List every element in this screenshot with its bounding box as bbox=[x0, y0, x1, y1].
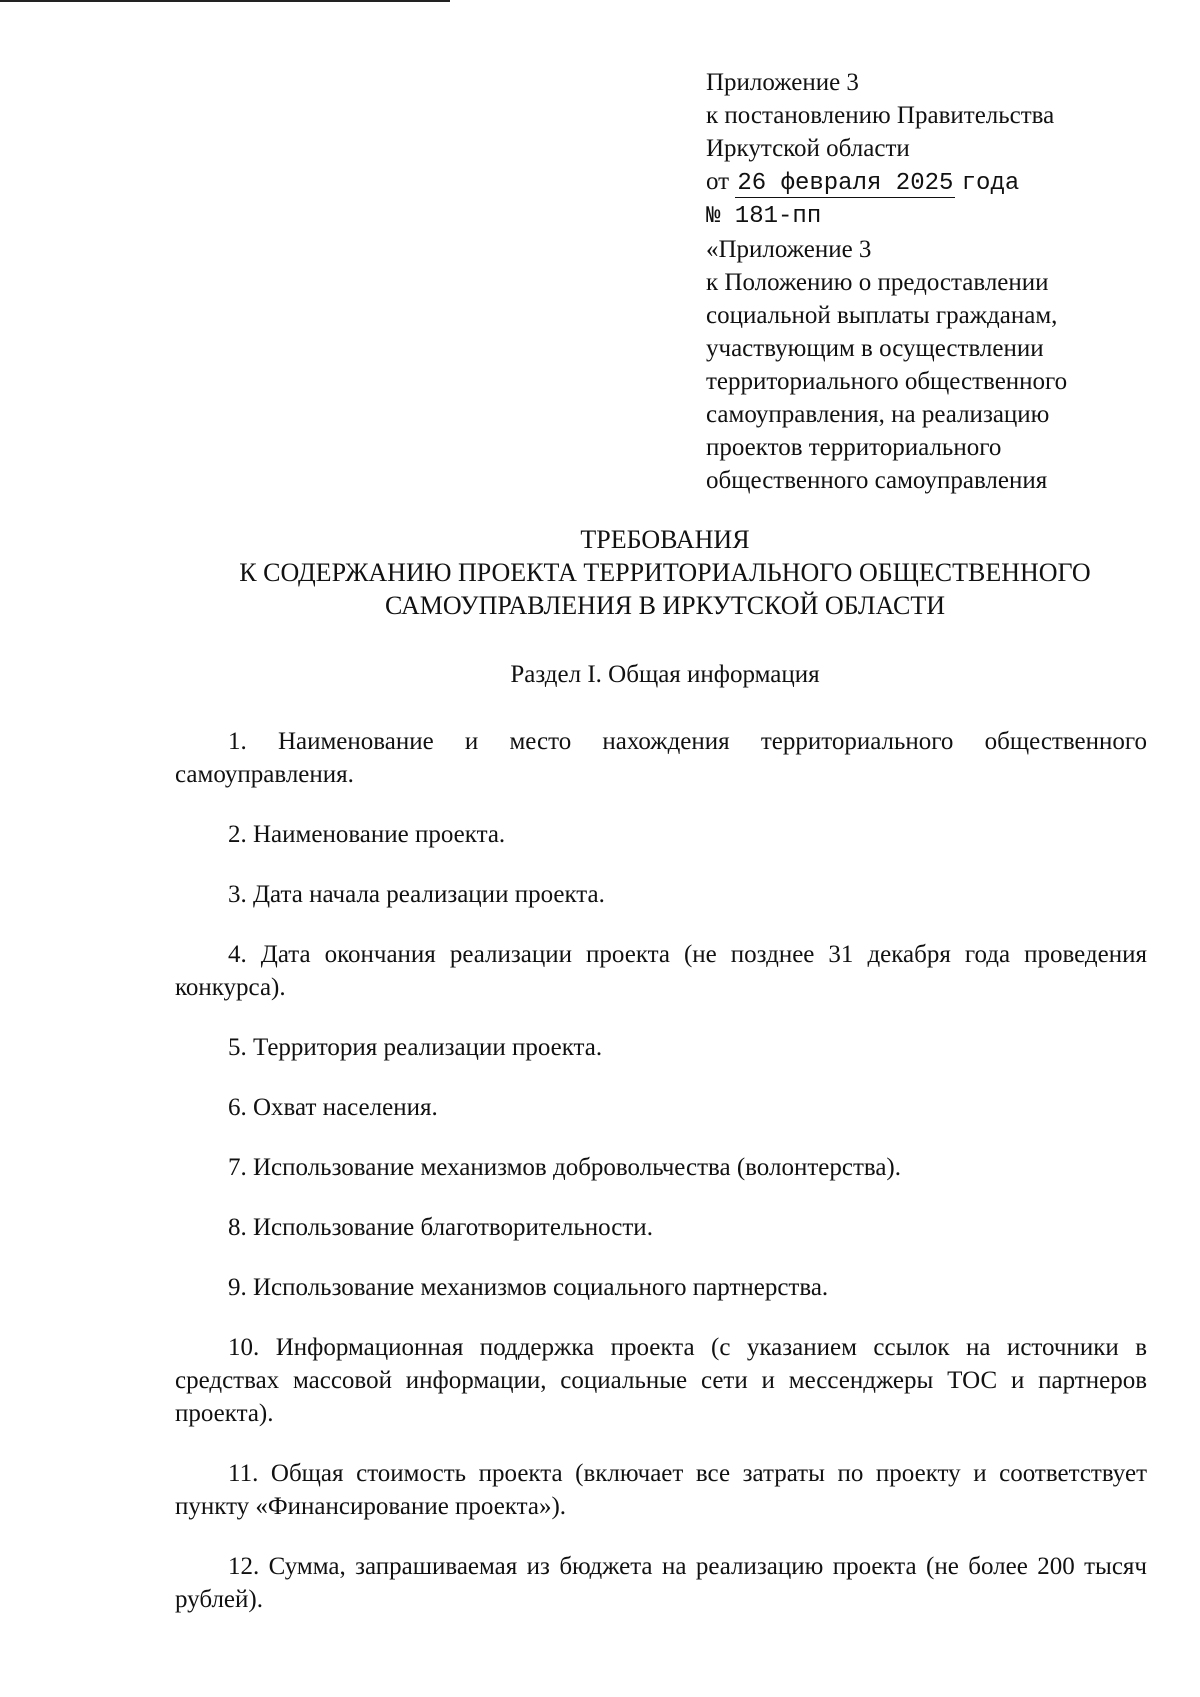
list-item: 9. Использование механизмов социального партнерства. bbox=[228, 1274, 829, 1301]
appendix-date-line bbox=[706, 165, 1166, 200]
date-suffix: года bbox=[961, 170, 1020, 197]
appendix-line: общественного самоуправления bbox=[706, 467, 1048, 494]
list-item: 5. Территория реализации проекта. bbox=[228, 1034, 603, 1061]
date-prefix: от bbox=[706, 168, 730, 195]
list-item: 6. Охват населения. bbox=[228, 1094, 438, 1121]
appendix-line: к постановлению Правительства bbox=[706, 102, 1055, 129]
title-line: К СОДЕРЖАНИЮ ПРОЕКТА ТЕРРИТОРИАЛЬНОГО ОБЩЕСТВЕННОГО bbox=[239, 558, 1091, 587]
appendix-line: к Положению о предоставлении bbox=[706, 269, 1049, 296]
appendix-line: проектов территориального bbox=[706, 434, 1002, 461]
appendix-block bbox=[706, 66, 1166, 497]
appendix-line: территориального общественного bbox=[706, 368, 1068, 395]
list-item: 2. Наименование проекта. bbox=[228, 821, 506, 848]
list-item: 11. Общая стоимость проекта (включает все затраты по проекту и соответствует пункту «Финансирование проекта»). bbox=[175, 1460, 1147, 1520]
list-item: 10. Информационная поддержка проекта (с указанием ссылок на источники в средствах массовой информации, социальные сети и мессенджеры ТОС и партнеров проекта). bbox=[175, 1334, 1147, 1427]
title-line: ТРЕБОВАНИЯ bbox=[580, 525, 750, 554]
date-value: 26 февраля 2025 bbox=[737, 170, 954, 197]
list-item: 4. Дата окончания реализации проекта (не позднее 31 декабря года проведения конкурса). bbox=[175, 941, 1147, 1001]
list-item: 1. Наименование и место нахождения территориального общественного самоуправления. bbox=[175, 728, 1147, 788]
requirements-list bbox=[175, 725, 1147, 1643]
document-title bbox=[150, 523, 1180, 622]
appendix-line: социальной выплаты гражданам, bbox=[706, 302, 1058, 329]
appendix-line: Приложение 3 bbox=[706, 69, 859, 96]
list-item: 3. Дата начала реализации проекта. bbox=[228, 881, 605, 908]
appendix-line: «Приложение 3 bbox=[706, 236, 872, 263]
section-heading: Раздел I. Общая информация bbox=[510, 661, 820, 688]
list-item: 12. Сумма, запрашиваемая из бюджета на реализацию проекта (не более 200 тысяч рублей). bbox=[175, 1553, 1147, 1613]
list-item: 7. Использование механизмов добровольчества (волонтерства). bbox=[228, 1154, 902, 1181]
appendix-line: самоуправления, на реализацию bbox=[706, 401, 1050, 428]
document-number: № 181-пп bbox=[706, 203, 822, 230]
scan-edge-line bbox=[0, 0, 450, 2]
list-item: 8. Использование благотворительности. bbox=[228, 1214, 653, 1241]
title-line: САМОУПРАВЛЕНИЯ В ИРКУТСКОЙ ОБЛАСТИ bbox=[384, 591, 946, 620]
appendix-line: участвующим в осуществлении bbox=[706, 335, 1044, 362]
appendix-line: Иркутской области bbox=[706, 135, 910, 162]
